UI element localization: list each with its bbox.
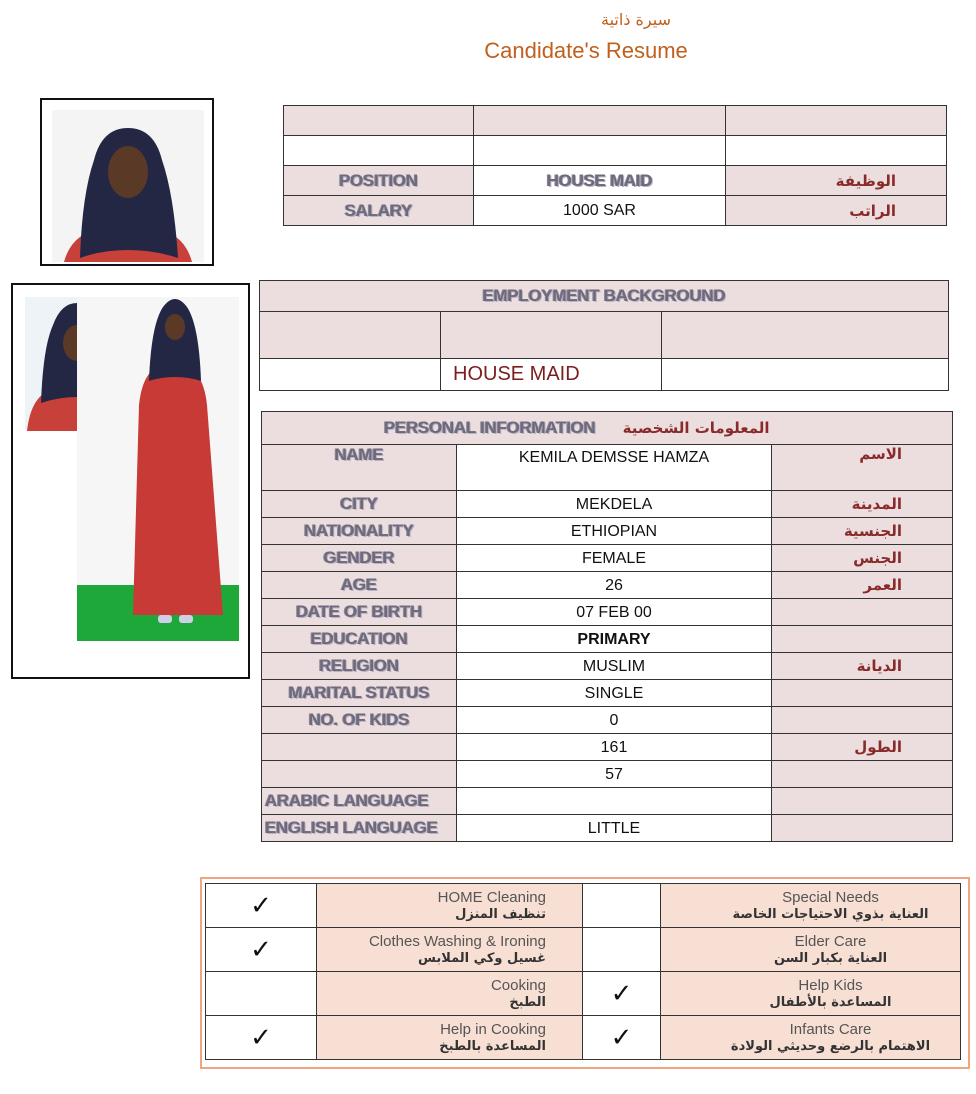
employment-blank-cell [260,312,441,359]
position-arabic-label: الوظيفة [726,166,947,196]
skills-table [205,883,961,1060]
employment-blank-cell [441,312,662,359]
personal-info-arabic-label: الديانة [772,653,953,680]
checkmark-icon: ✓ [250,934,272,965]
skill-left-cell [317,972,583,1016]
job-blank-cell [474,106,726,136]
personal-info-row [262,680,953,707]
personal-info-rows [262,445,953,842]
personal-info-row [262,707,953,734]
personal-info-row [262,545,953,572]
skill-name-arabic: المساعدة بالأطفال [769,994,892,1010]
personal-info-value: 26 [605,577,623,594]
personal-info-value: SINGLE [584,685,644,702]
skill-name: Elder Care [794,932,867,950]
personal-info-arabic-label: الجنس [772,545,953,572]
employment-blank-cell [260,359,441,391]
skill-name: Special Needs [782,888,879,906]
personal-info-label: ARABIC LANGUAGE [262,788,457,815]
personal-info-value: 0 [609,712,619,729]
personal-info-arabic-label [772,815,953,842]
personal-info-label: MARITAL STATUS [262,680,457,707]
personal-info-row [262,761,953,788]
personal-info-row [262,445,953,491]
personal-info-label: EDUCATION [262,626,457,653]
personal-info-row [262,491,953,518]
personal-info-arabic-label [772,788,953,815]
skill-name-arabic: المساعدة بالطبخ [439,1038,546,1054]
personal-info-row [262,626,953,653]
candidate-portrait-photo [40,98,214,266]
personal-info-arabic-label [772,680,953,707]
personal-info-value: 57 [605,766,623,783]
personal-info-label: AGE [262,572,457,599]
personal-info-arabic-label: الطول [772,734,953,761]
skill-name: Infants Care [789,1020,872,1038]
personal-info-row [262,734,953,761]
skill-left-cell [317,884,583,928]
personal-info-value: 161 [600,739,628,756]
skill-left-check-cell [206,1016,317,1060]
employment-heading: EMPLOYMENT BACKGROUND [260,281,949,312]
personal-info-arabic-label: العمر [772,572,953,599]
personal-info-arabic-label: المدينة [772,491,953,518]
personal-info-row [262,815,953,842]
header-arabic-title: سيرة ذاتية [601,10,671,29]
checkmark-icon: ✓ [250,890,272,921]
skill-name: Cooking [490,976,546,994]
personal-info-label: NATIONALITY [262,518,457,545]
personal-info-arabic-label [772,599,953,626]
personal-info-value: ETHIOPIAN [570,523,658,540]
personal-info-arabic-label [772,626,953,653]
personal-info-label: CITY [262,491,457,518]
personal-info-label: DATE OF BIRTH [262,599,457,626]
skill-right-cell [661,884,961,928]
personal-info-label: GENDER [262,545,457,572]
skill-left-check-cell [206,928,317,972]
skill-name-arabic: العناية بذوي الاحتياجات الخاصة [732,906,929,922]
checkmark-icon: ✓ [250,1022,272,1053]
personal-info-label: RELIGION [262,653,457,680]
job-blank-cell [284,136,474,166]
position-value: HOUSE MAID [474,166,726,196]
skill-right-cell [661,972,961,1016]
checkmark-icon: ✓ [610,978,633,1009]
salary-label: SALARY [284,196,474,226]
personal-info-label: NO. OF KIDS [262,707,457,734]
skill-right-check-cell [583,972,661,1016]
job-blank-cell [474,136,726,166]
skill-right-check-cell [583,884,661,928]
skill-name-arabic: الاهتمام بالرضع وحديثي الولادة [730,1038,931,1054]
job-blank-cell [726,106,947,136]
job-table [283,105,947,226]
skill-row [206,1016,961,1060]
skills-rows [206,884,961,1060]
skill-row [206,884,961,928]
personal-info-arabic-label [772,707,953,734]
personal-info-table [261,411,953,842]
personal-info-row [262,599,953,626]
skill-row [206,972,961,1016]
page-title: Candidate's Resume [484,38,688,63]
personal-info-value: FEMALE [581,550,646,567]
position-row [284,166,947,196]
personal-info-arabic-label: الجنسية [772,518,953,545]
skill-left-check-cell [206,884,317,928]
personal-info-header-row [262,412,953,445]
job-blank-cell [726,136,947,166]
salary-value: 1000 SAR [474,196,726,226]
skill-name-arabic: العناية بكبار السن [773,950,888,966]
skill-name: Clothes Washing & Ironing [368,932,546,950]
skill-right-cell [661,928,961,972]
skill-left-cell [317,1016,583,1060]
personal-info-row [262,572,953,599]
personal-info-arabic-label: الاسم [772,445,953,491]
skill-right-check-cell [583,1016,661,1060]
skill-name: Help Kids [798,976,863,994]
employment-blank-cell [662,312,949,359]
employment-blank-cell [662,359,949,391]
personal-info-value: 07 FEB 00 [576,604,652,621]
personal-info-label: NAME [262,445,457,491]
candidate-full-body-photo [11,283,250,679]
personal-info-heading: PERSONAL INFORMATION [384,418,596,437]
portrait-image [42,100,212,264]
skill-right-check-cell [583,928,661,972]
salary-arabic-label: الراتب [726,196,947,226]
employment-table [259,280,949,391]
personal-info-value: MUSLIM [582,658,646,675]
full-body-image [13,285,248,677]
personal-info-value: KEMILA DEMSSE HAMZA [518,449,710,466]
personal-info-row [262,653,953,680]
skill-name: Help in Cooking [440,1020,546,1038]
skill-right-cell [661,1016,961,1060]
skill-name-arabic: غسيل وكي الملابس [417,950,546,966]
employment-role: HOUSE MAID [441,359,662,391]
personal-info-label [262,761,457,788]
personal-info-label: ENGLISH LANGUAGE [262,815,457,842]
skill-name-arabic: الطبخ [509,994,546,1010]
personal-info-value: MEKDELA [575,496,653,513]
salary-row [284,196,947,226]
skill-left-check-cell [206,972,317,1016]
personal-info-row [262,788,953,815]
skill-left-cell [317,928,583,972]
personal-info-label [262,734,457,761]
job-blank-cell [284,106,474,136]
skill-name: HOME Cleaning [437,888,546,906]
skill-name-arabic: تنظيف المنزل [455,906,546,922]
personal-info-arabic-label [772,761,953,788]
skill-row [206,928,961,972]
checkmark-icon: ✓ [610,1022,633,1053]
personal-info-heading-arabic: المعلومات الشخصية [622,419,770,437]
position-label: POSITION [284,166,474,196]
personal-info-value: LITTLE [587,820,641,837]
personal-info-value: PRIMARY [577,631,651,648]
personal-info-row [262,518,953,545]
